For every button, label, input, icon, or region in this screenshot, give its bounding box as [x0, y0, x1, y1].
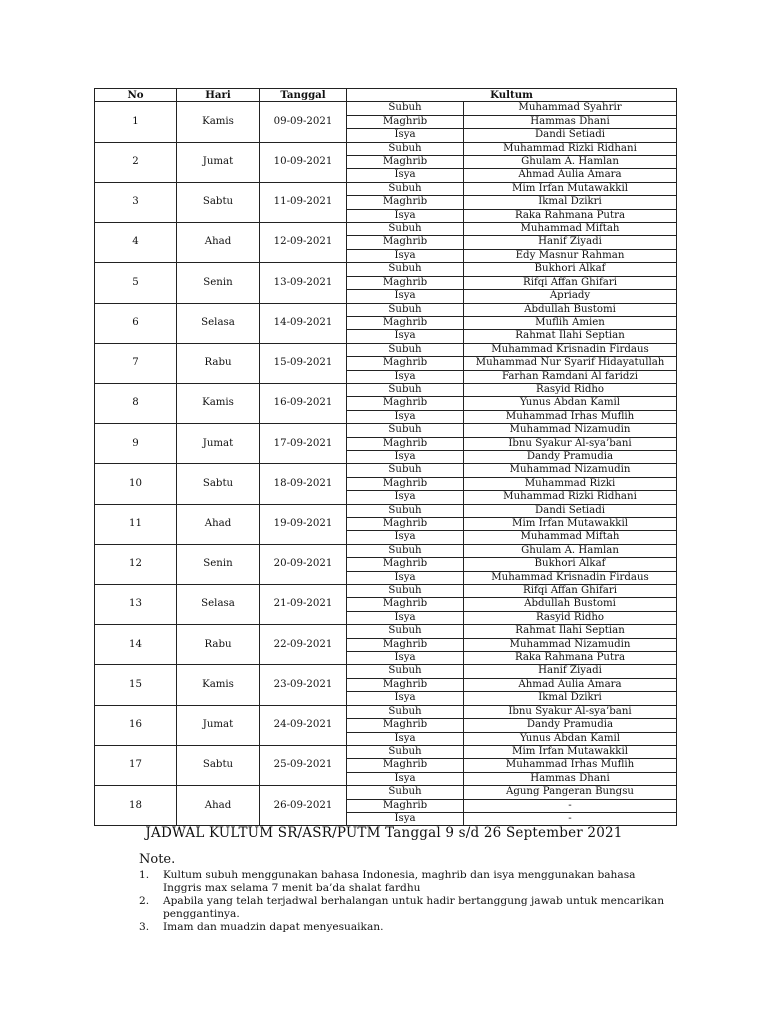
cell-speaker: Rifqi Affan Ghifari	[464, 276, 677, 289]
cell-waktu: Maghrib	[347, 558, 464, 571]
cell-speaker: Dandy Pramudia	[464, 719, 677, 732]
cell-waktu: Subuh	[347, 705, 464, 718]
cell-waktu: Subuh	[347, 786, 464, 799]
cell-speaker: Dandi Setiadi	[464, 129, 677, 142]
cell-speaker: Muhammad Krisnadin Firdaus	[464, 343, 677, 356]
cell-waktu: Isya	[347, 370, 464, 383]
cell-waktu: Subuh	[347, 263, 464, 276]
cell-tanggal: 21-09-2021	[260, 585, 347, 625]
cell-speaker: Ghulam A. Hamlan	[464, 544, 677, 557]
table-row	[95, 745, 677, 758]
cell-waktu: Subuh	[347, 745, 464, 758]
cell-speaker: Ghulam A. Hamlan	[464, 156, 677, 169]
cell-waktu: Maghrib	[347, 719, 464, 732]
header-tanggal: Tanggal	[260, 89, 347, 102]
cell-waktu: Isya	[347, 812, 464, 825]
cell-no: 12	[95, 544, 177, 584]
cell-speaker: Muflih Amien	[464, 316, 677, 329]
cell-speaker: Abdullah Bustomi	[464, 598, 677, 611]
cell-tanggal: 11-09-2021	[260, 182, 347, 222]
cell-no: 7	[95, 343, 177, 383]
note-item	[139, 895, 669, 920]
cell-waktu: Maghrib	[347, 437, 464, 450]
cell-speaker: Apriady	[464, 290, 677, 303]
note-item-number: 1.	[139, 869, 150, 881]
cell-speaker: -	[464, 812, 677, 825]
cell-hari: Sabtu	[177, 745, 260, 785]
header-hari: Hari	[177, 89, 260, 102]
table-row	[95, 665, 677, 678]
cell-speaker: Ibnu Syakur Al-sya’bani	[464, 705, 677, 718]
cell-speaker: Raka Rahmana Putra	[464, 652, 677, 665]
cell-tanggal: 16-09-2021	[260, 383, 347, 423]
table-row	[95, 182, 677, 195]
cell-speaker: Ibnu Syakur Al-sya’bani	[464, 437, 677, 450]
cell-waktu: Maghrib	[347, 477, 464, 490]
cell-waktu: Maghrib	[347, 397, 464, 410]
cell-waktu: Subuh	[347, 142, 464, 155]
cell-waktu: Subuh	[347, 665, 464, 678]
cell-waktu: Subuh	[347, 464, 464, 477]
cell-waktu: Maghrib	[347, 638, 464, 651]
cell-speaker: Bukhori Alkaf	[464, 558, 677, 571]
cell-waktu: Isya	[347, 732, 464, 745]
cell-waktu: Maghrib	[347, 276, 464, 289]
cell-speaker: Ikmal Dzikri	[464, 196, 677, 209]
table-row	[95, 625, 677, 638]
cell-speaker: Yunus Abdan Kamil	[464, 732, 677, 745]
cell-speaker: -	[464, 799, 677, 812]
cell-waktu: Subuh	[347, 625, 464, 638]
cell-tanggal: 19-09-2021	[260, 504, 347, 544]
cell-speaker: Muhammad Irhas Muflih	[464, 410, 677, 423]
header-no: No	[95, 89, 177, 102]
cell-speaker: Hammas Dhani	[464, 772, 677, 785]
cell-no: 5	[95, 263, 177, 303]
cell-waktu: Isya	[347, 410, 464, 423]
cell-waktu: Subuh	[347, 223, 464, 236]
cell-speaker: Rasyid Ridho	[464, 383, 677, 396]
cell-speaker: Muhammad Nur Syarif Hidayatullah	[464, 357, 677, 370]
cell-tanggal: 14-09-2021	[260, 303, 347, 343]
cell-speaker: Dandi Setiadi	[464, 504, 677, 517]
cell-speaker: Muhammad Rizki Ridhani	[464, 491, 677, 504]
cell-waktu: Isya	[347, 209, 464, 222]
cell-hari: Jumat	[177, 424, 260, 464]
cell-waktu: Isya	[347, 290, 464, 303]
cell-speaker: Muhammad Nizamudin	[464, 464, 677, 477]
cell-tanggal: 26-09-2021	[260, 786, 347, 826]
cell-no: 16	[95, 705, 177, 745]
cell-tanggal: 12-09-2021	[260, 223, 347, 263]
cell-waktu: Maghrib	[347, 357, 464, 370]
cell-hari: Ahad	[177, 504, 260, 544]
cell-speaker: Muhammad Miftah	[464, 223, 677, 236]
cell-hari: Ahad	[177, 786, 260, 826]
cell-speaker: Raka Rahmana Putra	[464, 209, 677, 222]
note-item-text: Apabila yang telah terjadwal berhalangan untuk hadir bertanggung jawab untuk mencarikan penggantinya.	[163, 895, 665, 920]
cell-tanggal: 10-09-2021	[260, 142, 347, 182]
cell-waktu: Isya	[347, 571, 464, 584]
cell-hari: Rabu	[177, 625, 260, 665]
cell-hari: Kamis	[177, 102, 260, 142]
cell-no: 15	[95, 665, 177, 705]
table-row	[95, 464, 677, 477]
cell-waktu: Maghrib	[347, 678, 464, 691]
header-kultum: Kultum	[347, 89, 677, 102]
cell-speaker: Edy Masnur Rahman	[464, 249, 677, 262]
table-row	[95, 343, 677, 356]
cell-waktu: Maghrib	[347, 598, 464, 611]
table-row	[95, 102, 677, 115]
table-row	[95, 223, 677, 236]
cell-speaker: Farhan Ramdani Al faridzi	[464, 370, 677, 383]
cell-waktu: Maghrib	[347, 156, 464, 169]
table-row	[95, 424, 677, 437]
cell-speaker: Dandy Pramudia	[464, 450, 677, 463]
note-title: Note.	[139, 852, 176, 867]
cell-speaker: Bukhori Alkaf	[464, 263, 677, 276]
table-row	[95, 786, 677, 799]
cell-hari: Selasa	[177, 303, 260, 343]
kultum-schedule-table	[94, 88, 677, 826]
cell-speaker: Rifqi Affan Ghifari	[464, 585, 677, 598]
cell-waktu: Subuh	[347, 585, 464, 598]
cell-speaker: Rahmat Ilahi Septian	[464, 625, 677, 638]
cell-waktu: Isya	[347, 692, 464, 705]
cell-waktu: Maghrib	[347, 799, 464, 812]
cell-no: 2	[95, 142, 177, 182]
cell-tanggal: 13-09-2021	[260, 263, 347, 303]
note-item-text: Imam dan muadzin dapat menyesuaikan.	[163, 921, 384, 934]
cell-speaker: Ahmad Aulia Amara	[464, 678, 677, 691]
cell-speaker: Mim Irfan Mutawakkil	[464, 182, 677, 195]
cell-tanggal: 09-09-2021	[260, 102, 347, 142]
cell-no: 1	[95, 102, 177, 142]
cell-speaker: Muhammad Nizamudin	[464, 638, 677, 651]
table-row	[95, 504, 677, 517]
table-row	[95, 303, 677, 316]
cell-tanggal: 15-09-2021	[260, 343, 347, 383]
cell-no: 3	[95, 182, 177, 222]
note-item-number: 2.	[139, 895, 150, 908]
cell-no: 4	[95, 223, 177, 263]
cell-speaker: Abdullah Bustomi	[464, 303, 677, 316]
cell-waktu: Maghrib	[347, 115, 464, 128]
cell-tanggal: 23-09-2021	[260, 665, 347, 705]
cell-waktu: Maghrib	[347, 196, 464, 209]
cell-hari: Rabu	[177, 343, 260, 383]
cell-hari: Kamis	[177, 665, 260, 705]
cell-waktu: Isya	[347, 531, 464, 544]
cell-no: 13	[95, 585, 177, 625]
cell-waktu: Isya	[347, 450, 464, 463]
cell-no: 10	[95, 464, 177, 504]
cell-speaker: Mim Irfan Mutawakkil	[464, 745, 677, 758]
cell-hari: Jumat	[177, 142, 260, 182]
cell-no: 6	[95, 303, 177, 343]
cell-no: 18	[95, 786, 177, 826]
cell-speaker: Muhammad Rizki	[464, 477, 677, 490]
cell-speaker: Hanif Ziyadi	[464, 236, 677, 249]
note-item-number: 3.	[139, 921, 150, 934]
cell-speaker: Agung Pangeran Bungsu	[464, 786, 677, 799]
cell-hari: Senin	[177, 544, 260, 584]
cell-waktu: Maghrib	[347, 518, 464, 531]
note-item	[139, 869, 669, 894]
note-item-text: Kultum subuh menggunakan bahasa Indonesia, maghrib dan isya menggunakan bahasa Inggris max selama 7 menit ba’da shalat fardhu	[163, 869, 636, 894]
cell-tanggal: 17-09-2021	[260, 424, 347, 464]
cell-speaker: Ikmal Dzikri	[464, 692, 677, 705]
cell-speaker: Rasyid Ridho	[464, 611, 677, 624]
cell-waktu: Isya	[347, 491, 464, 504]
table-row	[95, 383, 677, 396]
cell-hari: Sabtu	[177, 464, 260, 504]
cell-speaker: Hammas Dhani	[464, 115, 677, 128]
cell-waktu: Subuh	[347, 102, 464, 115]
cell-waktu: Maghrib	[347, 236, 464, 249]
cell-speaker: Rahmat Ilahi Septian	[464, 330, 677, 343]
cell-waktu: Isya	[347, 169, 464, 182]
cell-waktu: Isya	[347, 330, 464, 343]
cell-no: 11	[95, 504, 177, 544]
cell-speaker: Mim Irfan Mutawakkil	[464, 518, 677, 531]
table-row	[95, 263, 677, 276]
cell-no: 17	[95, 745, 177, 785]
cell-waktu: Isya	[347, 129, 464, 142]
cell-hari: Kamis	[177, 383, 260, 423]
table-row	[95, 544, 677, 557]
table-row	[95, 705, 677, 718]
cell-waktu: Isya	[347, 772, 464, 785]
table-row	[95, 585, 677, 598]
cell-tanggal: 20-09-2021	[260, 544, 347, 584]
table-row	[95, 142, 677, 155]
cell-speaker: Yunus Abdan Kamil	[464, 397, 677, 410]
cell-waktu: Subuh	[347, 182, 464, 195]
cell-speaker: Muhammad Miftah	[464, 531, 677, 544]
cell-speaker: Muhammad Nizamudin	[464, 424, 677, 437]
cell-tanggal: 25-09-2021	[260, 745, 347, 785]
cell-hari: Senin	[177, 263, 260, 303]
cell-no: 9	[95, 424, 177, 464]
cell-no: 14	[95, 625, 177, 665]
cell-waktu: Isya	[347, 249, 464, 262]
cell-waktu: Subuh	[347, 504, 464, 517]
note-item	[139, 921, 669, 934]
cell-hari: Sabtu	[177, 182, 260, 222]
cell-no: 8	[95, 383, 177, 423]
cell-tanggal: 24-09-2021	[260, 705, 347, 745]
cell-tanggal: 18-09-2021	[260, 464, 347, 504]
cell-hari: Ahad	[177, 223, 260, 263]
document-caption: JADWAL KULTUM SR/ASR/PUTM Tanggal 9 s/d 26 September 2021	[145, 825, 623, 841]
cell-hari: Selasa	[177, 585, 260, 625]
cell-tanggal: 22-09-2021	[260, 625, 347, 665]
cell-speaker: Muhammad Syahrir	[464, 102, 677, 115]
cell-waktu: Subuh	[347, 343, 464, 356]
cell-waktu: Subuh	[347, 383, 464, 396]
cell-speaker: Ahmad Aulia Amara	[464, 169, 677, 182]
cell-speaker: Muhammad Rizki Ridhani	[464, 142, 677, 155]
cell-waktu: Subuh	[347, 424, 464, 437]
cell-speaker: Muhammad Irhas Muflih	[464, 759, 677, 772]
table-header-row	[95, 89, 677, 102]
cell-waktu: Subuh	[347, 303, 464, 316]
cell-waktu: Isya	[347, 611, 464, 624]
cell-waktu: Isya	[347, 652, 464, 665]
cell-waktu: Maghrib	[347, 759, 464, 772]
cell-speaker: Hanif Ziyadi	[464, 665, 677, 678]
cell-waktu: Maghrib	[347, 316, 464, 329]
cell-speaker: Muhammad Krisnadin Firdaus	[464, 571, 677, 584]
note-list	[139, 869, 669, 935]
cell-hari: Jumat	[177, 705, 260, 745]
cell-waktu: Subuh	[347, 544, 464, 557]
schedule-body	[95, 102, 677, 826]
